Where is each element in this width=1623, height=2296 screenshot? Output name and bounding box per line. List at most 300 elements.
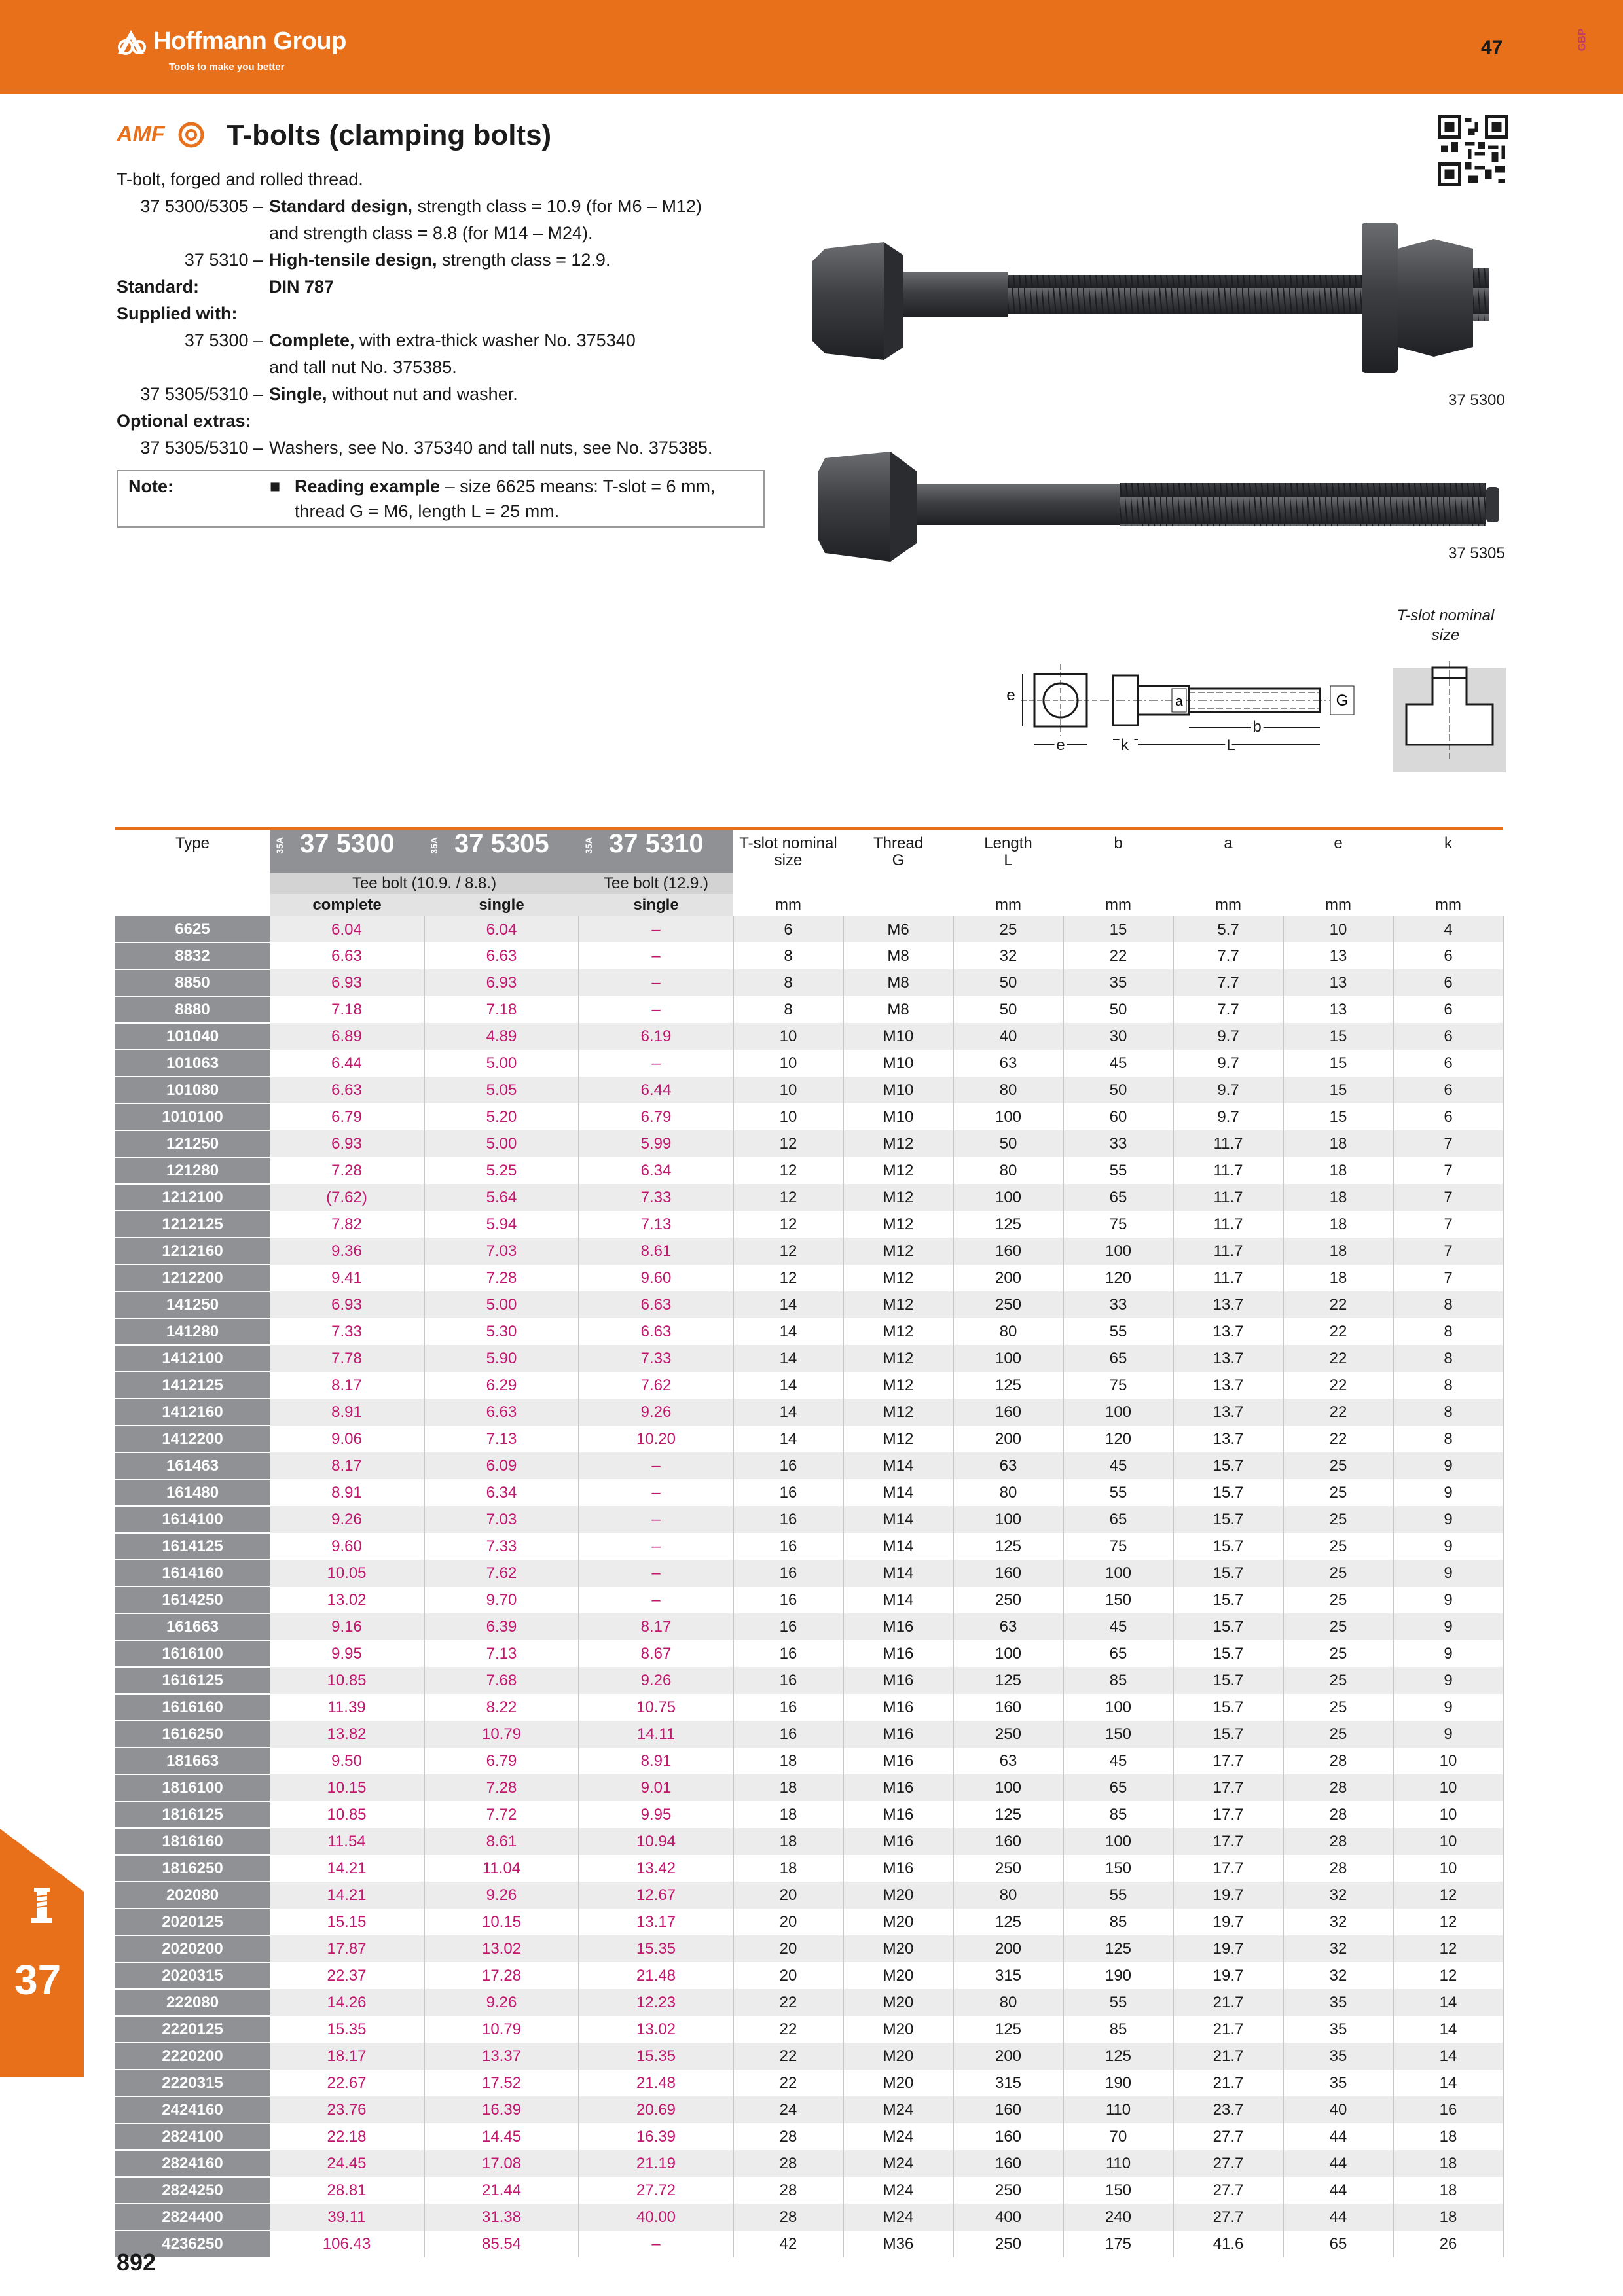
- price-cell: 9.70: [424, 1587, 579, 1613]
- spec-cell: 65: [1063, 1345, 1173, 1372]
- dim-k: k: [1121, 736, 1129, 754]
- spec-cell: 7.7: [1173, 996, 1283, 1023]
- type-cell: 1412160: [115, 1399, 270, 1426]
- price-cell: 9.60: [579, 1265, 733, 1291]
- spec-cell: 250: [953, 2231, 1063, 2257]
- table-row: [115, 1184, 1503, 1211]
- group-header-tee-bolt: Tee bolt (10.9. / 8.8.): [270, 873, 579, 894]
- spec-cell: 9: [1393, 1560, 1503, 1587]
- spec-cell: 17.7: [1173, 1855, 1283, 1882]
- spec-cell: 55: [1063, 1318, 1173, 1345]
- spec-cell: 15.7: [1173, 1587, 1283, 1613]
- spec-cell: 80: [953, 1157, 1063, 1184]
- type-cell: 1212125: [115, 1211, 270, 1238]
- unit-label: mm: [995, 896, 1021, 914]
- amf-brand-text: AMF: [117, 122, 165, 147]
- price-cell: –: [579, 1506, 733, 1533]
- spec-cell: 22: [733, 1989, 843, 2016]
- spec-cell: 19.7: [1173, 1909, 1283, 1935]
- price-cell: 9.36: [270, 1238, 424, 1265]
- price-cell: –: [579, 969, 733, 996]
- price-cell: 14.26: [270, 1989, 424, 2016]
- spec-cell: 21.7: [1173, 2043, 1283, 2070]
- optional-code: 37 5305/5310 –: [140, 438, 263, 457]
- spec-cell: 315: [953, 1962, 1063, 1989]
- spec-cell: 9: [1393, 1506, 1503, 1533]
- spec-cell: 9: [1393, 1640, 1503, 1667]
- spec-cell: 9.7: [1173, 1077, 1283, 1103]
- table-row: [115, 1291, 1503, 1318]
- spec-cell: 110: [1063, 2096, 1173, 2123]
- price-cell: –: [579, 942, 733, 969]
- type-cell: 141250: [115, 1291, 270, 1318]
- type-cell: 2220125: [115, 2016, 270, 2043]
- spec-cell: M16: [843, 1694, 953, 1721]
- table-row: [115, 2123, 1503, 2150]
- spec-cell: 7: [1393, 1265, 1503, 1291]
- price-cell: 17.87: [270, 1935, 424, 1962]
- optional-extras-label: Optional extras:: [117, 411, 251, 431]
- type-cell: 6625: [115, 916, 270, 942]
- spec-cell: 4: [1393, 916, 1503, 942]
- spec-cell: 100: [953, 1506, 1063, 1533]
- spec-cell: 15.7: [1173, 1479, 1283, 1506]
- currency-code: GBP: [1577, 28, 1588, 52]
- spec-cell: 250: [953, 1855, 1063, 1882]
- spec-cell: 18: [1283, 1265, 1393, 1291]
- type-cell: 1614100: [115, 1506, 270, 1533]
- spec-cell: 80: [953, 1989, 1063, 2016]
- type-cell: 1616250: [115, 1721, 270, 1748]
- price-cell: 10.05: [270, 1560, 424, 1587]
- spec-cell: 175: [1063, 2231, 1173, 2257]
- type-cell: 2220200: [115, 2043, 270, 2070]
- spec-cell: 160: [953, 1238, 1063, 1265]
- table-row: [115, 1211, 1503, 1238]
- spec-cell: M12: [843, 1130, 953, 1157]
- price-cell: –: [579, 1587, 733, 1613]
- spec-cell: 16: [733, 1667, 843, 1694]
- price-cell: 10.79: [424, 2016, 579, 2043]
- spec-cell: 32: [1283, 1935, 1393, 1962]
- table-row: [115, 1855, 1503, 1882]
- type-cell: 1816125: [115, 1801, 270, 1828]
- table-row: [115, 969, 1503, 996]
- spec-cell: 8: [1393, 1399, 1503, 1426]
- spec-cell: 15.7: [1173, 1452, 1283, 1479]
- price-cell: 9.50: [270, 1748, 424, 1774]
- spec-cell: M20: [843, 1935, 953, 1962]
- spec-cell: M12: [843, 1238, 953, 1265]
- variant-description: Standard design, strength class = 10.9 (for M6 – M12): [269, 196, 702, 216]
- spec-cell: M20: [843, 1989, 953, 2016]
- technical-drawing: [982, 602, 1506, 772]
- catalog-page-number: 47: [1481, 37, 1503, 58]
- type-cell: 8850: [115, 969, 270, 996]
- spec-cell: M8: [843, 969, 953, 996]
- hoffmann-logo-icon: [117, 29, 148, 55]
- spec-cell: 25: [1283, 1560, 1393, 1587]
- spec-cell: M10: [843, 1077, 953, 1103]
- price-cell: 39.11: [270, 2204, 424, 2231]
- spec-cell: 100: [1063, 1828, 1173, 1855]
- spec-cell: 65: [1283, 2231, 1393, 2257]
- price-cell: 8.61: [579, 1238, 733, 1265]
- table-row: [115, 1882, 1503, 1909]
- spec-cell: 10: [1393, 1801, 1503, 1828]
- spec-cell: 7.7: [1173, 942, 1283, 969]
- price-cell: 14.21: [270, 1855, 424, 1882]
- spec-cell: 200: [953, 2043, 1063, 2070]
- spec-cell: 28: [733, 2204, 843, 2231]
- price-cell: 8.91: [579, 1748, 733, 1774]
- table-row: [115, 2150, 1503, 2177]
- col-header-e: e: [1283, 829, 1393, 873]
- spec-cell: 10: [733, 1050, 843, 1077]
- table-row: [115, 1640, 1503, 1667]
- price-cell: 13.82: [270, 1721, 424, 1748]
- spec-cell: 125: [953, 1211, 1063, 1238]
- price-cell: 9.95: [270, 1640, 424, 1667]
- table-row: [115, 1801, 1503, 1828]
- spec-cell: 190: [1063, 1962, 1173, 1989]
- spec-cell: 60: [1063, 1103, 1173, 1130]
- spec-cell: 7.7: [1173, 969, 1283, 996]
- spec-cell: 14: [1393, 1989, 1503, 2016]
- table-row: [115, 1694, 1503, 1721]
- spec-cell: 55: [1063, 1157, 1173, 1184]
- col-header-article-375300[interactable]: 35A 37 5300: [270, 829, 424, 873]
- spec-cell: 17.7: [1173, 1801, 1283, 1828]
- table-row: [115, 1103, 1503, 1130]
- spec-cell: 12: [733, 1130, 843, 1157]
- price-cell: 10.15: [424, 1909, 579, 1935]
- spec-cell: M16: [843, 1855, 953, 1882]
- spec-cell: 11.7: [1173, 1184, 1283, 1211]
- col-header-b: b: [1063, 829, 1173, 873]
- price-cell: 6.39: [424, 1613, 579, 1640]
- spec-cell: 65: [1063, 1640, 1173, 1667]
- chapter-tab[interactable]: [0, 1829, 84, 2077]
- price-cell: –: [579, 1050, 733, 1077]
- spec-cell: 16: [733, 1587, 843, 1613]
- type-cell: 8832: [115, 942, 270, 969]
- amf-brand-mark: [117, 122, 165, 147]
- spec-cell: M36: [843, 2231, 953, 2257]
- spec-cell: M24: [843, 2096, 953, 2123]
- type-cell: 1212100: [115, 1184, 270, 1211]
- spec-cell: 80: [953, 1077, 1063, 1103]
- table-row: [115, 1238, 1503, 1265]
- price-cell: 6.93: [270, 1291, 424, 1318]
- chapter-number: 37: [14, 1956, 62, 2003]
- col-header-tslot: T-slot nominal size: [733, 829, 843, 873]
- price-table: [115, 827, 1504, 2258]
- spec-cell: 13.7: [1173, 1372, 1283, 1399]
- table-row: [115, 1774, 1503, 1801]
- spec-cell: 25: [1283, 1694, 1393, 1721]
- price-cell: 7.62: [424, 1560, 579, 1587]
- supply-description: Single, without nut and washer.: [269, 384, 518, 404]
- price-cell: 6.04: [270, 916, 424, 942]
- price-cell: 18.17: [270, 2043, 424, 2070]
- spec-cell: 6: [1393, 1103, 1503, 1130]
- spec-cell: 44: [1283, 2150, 1393, 2177]
- table-row: [115, 2204, 1503, 2231]
- spec-cell: M10: [843, 1050, 953, 1077]
- note-text-cont: thread G = M6, length L = 25 mm.: [295, 501, 560, 521]
- price-cell: 14.45: [424, 2123, 579, 2150]
- spec-cell: 32: [1283, 1909, 1393, 1935]
- price-cell: 4.89: [424, 1023, 579, 1050]
- spec-cell: 15.7: [1173, 1694, 1283, 1721]
- type-cell: 1412200: [115, 1426, 270, 1452]
- type-cell: 222080: [115, 1989, 270, 2016]
- spec-cell: 9: [1393, 1587, 1503, 1613]
- spec-cell: 85: [1063, 2016, 1173, 2043]
- spec-cell: 75: [1063, 1533, 1173, 1560]
- type-cell: 1616100: [115, 1640, 270, 1667]
- table-row: [115, 1506, 1503, 1533]
- price-cell: 7.28: [270, 1157, 424, 1184]
- type-cell: 121250: [115, 1130, 270, 1157]
- spec-cell: 11.7: [1173, 1265, 1283, 1291]
- spec-cell: 14: [1393, 2070, 1503, 2096]
- spec-cell: 32: [1283, 1882, 1393, 1909]
- price-cell: 5.99: [579, 1130, 733, 1157]
- spec-cell: 17.7: [1173, 1828, 1283, 1855]
- price-cell: –: [579, 1479, 733, 1506]
- spec-cell: 28: [733, 2177, 843, 2204]
- spec-cell: 15.7: [1173, 1560, 1283, 1587]
- spec-cell: 21.7: [1173, 1989, 1283, 2016]
- spec-cell: 20: [733, 1935, 843, 1962]
- spec-cell: 8: [1393, 1291, 1503, 1318]
- spec-cell: 16: [733, 1506, 843, 1533]
- spec-cell: 6: [1393, 1050, 1503, 1077]
- price-cell: 9.26: [424, 1882, 579, 1909]
- table-row: [115, 1077, 1503, 1103]
- price-cell: 6.44: [579, 1077, 733, 1103]
- spec-cell: M6: [843, 916, 953, 942]
- spec-cell: 150: [1063, 1855, 1173, 1882]
- table-row: [115, 1748, 1503, 1774]
- table-row: [115, 1023, 1503, 1050]
- type-cell: 1412100: [115, 1345, 270, 1372]
- spec-cell: 63: [953, 1748, 1063, 1774]
- price-cell: 6.63: [424, 942, 579, 969]
- price-cell: –: [579, 916, 733, 942]
- price-cell: 8.61: [424, 1828, 579, 1855]
- spec-cell: 200: [953, 1265, 1063, 1291]
- spec-cell: 27.7: [1173, 2177, 1283, 2204]
- spec-cell: 10: [733, 1023, 843, 1050]
- spec-cell: 13.7: [1173, 1291, 1283, 1318]
- price-cell: 8.17: [579, 1613, 733, 1640]
- unit-label: mm: [1215, 896, 1241, 914]
- price-cell: 6.89: [270, 1023, 424, 1050]
- spec-cell: M16: [843, 1828, 953, 1855]
- spec-cell: 16: [733, 1533, 843, 1560]
- price-cell: 27.72: [579, 2177, 733, 2204]
- spec-cell: M14: [843, 1479, 953, 1506]
- spec-cell: 15.7: [1173, 1613, 1283, 1640]
- spec-cell: 7: [1393, 1211, 1503, 1238]
- spec-cell: M12: [843, 1265, 953, 1291]
- spec-cell: 18: [733, 1801, 843, 1828]
- spec-cell: 45: [1063, 1050, 1173, 1077]
- spec-cell: 9.7: [1173, 1050, 1283, 1077]
- spec-cell: 6: [1393, 969, 1503, 996]
- type-cell: 161663: [115, 1613, 270, 1640]
- table-row: [115, 2043, 1503, 2070]
- price-cell: 6.04: [424, 916, 579, 942]
- spec-cell: 14: [1393, 2043, 1503, 2070]
- spec-cell: 27.7: [1173, 2123, 1283, 2150]
- price-cell: 6.63: [579, 1318, 733, 1345]
- spec-cell: 6: [733, 916, 843, 942]
- spec-cell: 14: [733, 1426, 843, 1452]
- product-image-single: [818, 445, 1519, 569]
- type-cell: 1614125: [115, 1533, 270, 1560]
- spec-cell: 160: [953, 1694, 1063, 1721]
- unit-label: mm: [1325, 896, 1351, 914]
- spec-cell: 250: [953, 1721, 1063, 1748]
- spec-cell: 160: [953, 1828, 1063, 1855]
- spec-cell: 150: [1063, 2177, 1173, 2204]
- amf-ring-icon: [177, 120, 206, 149]
- spec-cell: 18: [733, 1855, 843, 1882]
- spec-cell: 13.7: [1173, 1426, 1283, 1452]
- bullet-icon: ■: [270, 476, 281, 496]
- table-row: [115, 1157, 1503, 1184]
- spec-cell: 75: [1063, 1211, 1173, 1238]
- price-cell: 7.13: [579, 1211, 733, 1238]
- spec-cell: 13.7: [1173, 1345, 1283, 1372]
- spec-cell: 11.7: [1173, 1130, 1283, 1157]
- spec-cell: 15.7: [1173, 1533, 1283, 1560]
- spec-cell: 7: [1393, 1157, 1503, 1184]
- table-row: [115, 916, 1503, 942]
- price-cell: 16.39: [579, 2123, 733, 2150]
- spec-cell: 22: [1283, 1372, 1393, 1399]
- spec-cell: M8: [843, 942, 953, 969]
- price-cell: 13.37: [424, 2043, 579, 2070]
- spec-cell: 100: [1063, 1238, 1173, 1265]
- table-row: [115, 1962, 1503, 1989]
- price-cell: 8.67: [579, 1640, 733, 1667]
- spec-cell: 7: [1393, 1130, 1503, 1157]
- table-row: [115, 1828, 1503, 1855]
- table-row: [115, 1909, 1503, 1935]
- spec-cell: 33: [1063, 1291, 1173, 1318]
- qr-code-icon[interactable]: [1438, 115, 1508, 186]
- spec-cell: 80: [953, 1318, 1063, 1345]
- header-bar: [0, 0, 1623, 94]
- spec-cell: 17.7: [1173, 1774, 1283, 1801]
- price-cell: 22.67: [270, 2070, 424, 2096]
- price-cell: 10.85: [270, 1667, 424, 1694]
- spec-cell: 22: [733, 2016, 843, 2043]
- spec-cell: 15: [1283, 1103, 1393, 1130]
- spec-cell: 26: [1393, 2231, 1503, 2257]
- table-row: [115, 1721, 1503, 1748]
- spec-cell: 16: [733, 1452, 843, 1479]
- spec-cell: 25: [1283, 1506, 1393, 1533]
- type-cell: 1616125: [115, 1667, 270, 1694]
- price-cell: 5.30: [424, 1318, 579, 1345]
- table-row: [115, 2177, 1503, 2204]
- supply-description-cont: and tall nut No. 375385.: [269, 357, 457, 377]
- spec-cell: 65: [1063, 1184, 1173, 1211]
- type-cell: 1212160: [115, 1238, 270, 1265]
- spec-cell: 125: [953, 2016, 1063, 2043]
- type-cell: 1616160: [115, 1694, 270, 1721]
- variant-code: 37 5300/5305 –: [140, 196, 263, 216]
- standard-label: Standard:: [117, 277, 200, 296]
- price-cell: 6.34: [579, 1157, 733, 1184]
- price-cell: 7.72: [424, 1801, 579, 1828]
- price-cell: 5.90: [424, 1345, 579, 1372]
- col-header-article-375305[interactable]: 35A 37 5305: [424, 829, 579, 873]
- spec-cell: 12: [733, 1184, 843, 1211]
- price-cell: 9.60: [270, 1533, 424, 1560]
- spec-cell: 27.7: [1173, 2150, 1283, 2177]
- spec-cell: 250: [953, 2177, 1063, 2204]
- price-cell: 7.33: [579, 1345, 733, 1372]
- spec-cell: 35: [1063, 969, 1173, 996]
- type-cell: 1614160: [115, 1560, 270, 1587]
- spec-cell: 35: [1283, 2016, 1393, 2043]
- spec-cell: 40: [953, 1023, 1063, 1050]
- spec-cell: 55: [1063, 1989, 1173, 2016]
- spec-cell: 160: [953, 2123, 1063, 2150]
- spec-cell: 25: [1283, 1587, 1393, 1613]
- spec-cell: 22: [733, 2070, 843, 2096]
- col-header-k: k: [1393, 829, 1503, 873]
- spec-cell: 22: [1283, 1399, 1393, 1426]
- price-cell: 6.79: [424, 1748, 579, 1774]
- price-cell: 7.28: [424, 1265, 579, 1291]
- price-cell: 16.39: [424, 2096, 579, 2123]
- spec-cell: 21.7: [1173, 2016, 1283, 2043]
- spec-cell: 50: [953, 969, 1063, 996]
- col-header-article-375310[interactable]: 35A 37 5310: [579, 829, 733, 873]
- supply-code: 37 5300 –: [184, 331, 263, 350]
- spec-cell: 18: [733, 1748, 843, 1774]
- spec-cell: 25: [953, 916, 1063, 942]
- spec-cell: 16: [733, 1613, 843, 1640]
- spec-cell: 32: [953, 942, 1063, 969]
- spec-cell: 8: [1393, 1345, 1503, 1372]
- spec-cell: 85: [1063, 1909, 1173, 1935]
- table-row: [115, 1533, 1503, 1560]
- spec-cell: M24: [843, 2123, 953, 2150]
- spec-cell: 22: [1283, 1426, 1393, 1452]
- spec-cell: 44: [1283, 2204, 1393, 2231]
- subheader-single: single: [424, 894, 579, 916]
- spec-cell: 110: [1063, 2150, 1173, 2177]
- price-cell: –: [579, 996, 733, 1023]
- price-cell: 7.78: [270, 1345, 424, 1372]
- price-cell: 23.76: [270, 2096, 424, 2123]
- spec-cell: 14: [733, 1291, 843, 1318]
- spec-cell: 45: [1063, 1613, 1173, 1640]
- price-cell: 10.75: [579, 1694, 733, 1721]
- spec-cell: 125: [1063, 1935, 1173, 1962]
- price-cell: 10.15: [270, 1774, 424, 1801]
- price-cell: 7.13: [424, 1426, 579, 1452]
